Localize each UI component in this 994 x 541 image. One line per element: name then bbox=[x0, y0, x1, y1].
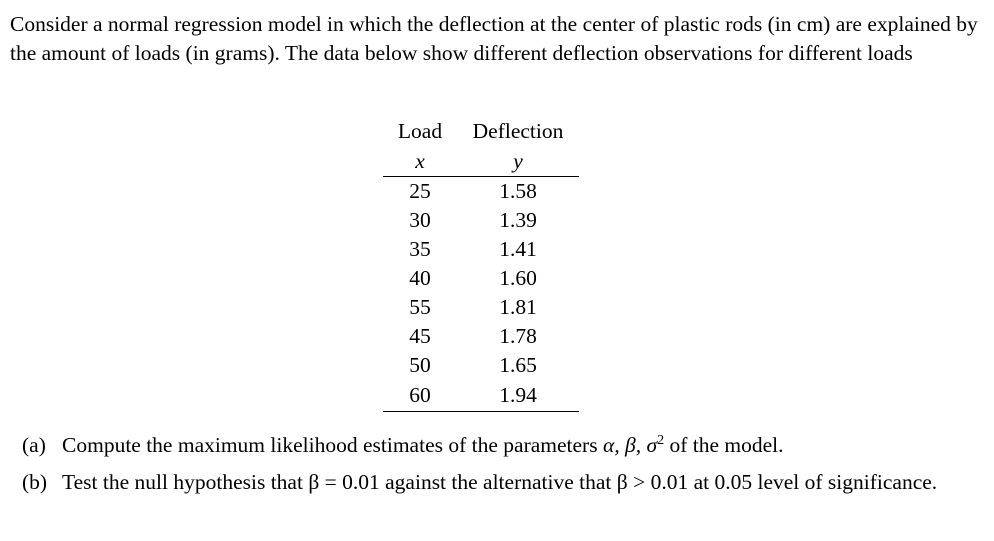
question-b bbox=[22, 468, 967, 497]
load-cell: 40 bbox=[409, 266, 431, 290]
load-cell: 25 bbox=[409, 179, 431, 203]
load-cell: 60 bbox=[383, 380, 457, 412]
table-row bbox=[383, 206, 579, 235]
table-row bbox=[383, 235, 579, 264]
question-a-label: (a) bbox=[22, 433, 46, 457]
problem-intro: Consider a normal regression model in which the deflection at the center of plastic rods (in cm) are explained by the amount of loads (in grams). The data below show different deflection observations for different loads bbox=[10, 12, 978, 65]
table-row bbox=[383, 264, 579, 293]
load-cell: 55 bbox=[409, 295, 431, 319]
load-cell: 35 bbox=[409, 237, 431, 261]
table-row bbox=[383, 380, 579, 412]
data-table bbox=[383, 116, 579, 412]
load-cell: 45 bbox=[409, 324, 431, 348]
load-cell: 30 bbox=[409, 208, 431, 232]
table-row bbox=[383, 293, 579, 322]
header-load: Load bbox=[397, 118, 443, 143]
question-a-text-before: Compute the maximum likelihood estimates of the parameters bbox=[62, 433, 603, 457]
question-b-text: Test the null hypothesis that β = 0.01 against the alternative that β > 0.01 at 0.05 level of significance. bbox=[62, 470, 938, 494]
table-row bbox=[383, 322, 579, 351]
deflection-cell: 1.41 bbox=[499, 237, 537, 261]
deflection-cell: 1.58 bbox=[499, 179, 537, 203]
deflection-cell: 1.65 bbox=[499, 353, 537, 377]
table-row bbox=[383, 177, 579, 207]
table-variable-row bbox=[383, 146, 579, 177]
question-a-text-after: of the model. bbox=[664, 433, 784, 457]
table-header-row bbox=[383, 116, 579, 146]
question-a-text bbox=[62, 431, 967, 460]
question-a-exponent: 2 bbox=[657, 433, 665, 448]
load-cell: 50 bbox=[409, 353, 431, 377]
deflection-cell: 1.81 bbox=[499, 295, 537, 319]
question-b-label: (b) bbox=[22, 470, 48, 494]
question-list bbox=[22, 431, 967, 505]
table-row bbox=[383, 351, 579, 380]
variable-x: x bbox=[383, 146, 457, 177]
deflection-cell: 1.39 bbox=[499, 208, 537, 232]
variable-y: y bbox=[457, 146, 579, 177]
question-a bbox=[22, 431, 967, 460]
header-deflection: Deflection bbox=[472, 118, 564, 143]
deflection-cell: 1.94 bbox=[457, 380, 579, 412]
deflection-cell: 1.78 bbox=[499, 324, 537, 348]
question-a-params: α, β, σ bbox=[602, 433, 658, 457]
deflection-cell: 1.60 bbox=[499, 266, 537, 290]
